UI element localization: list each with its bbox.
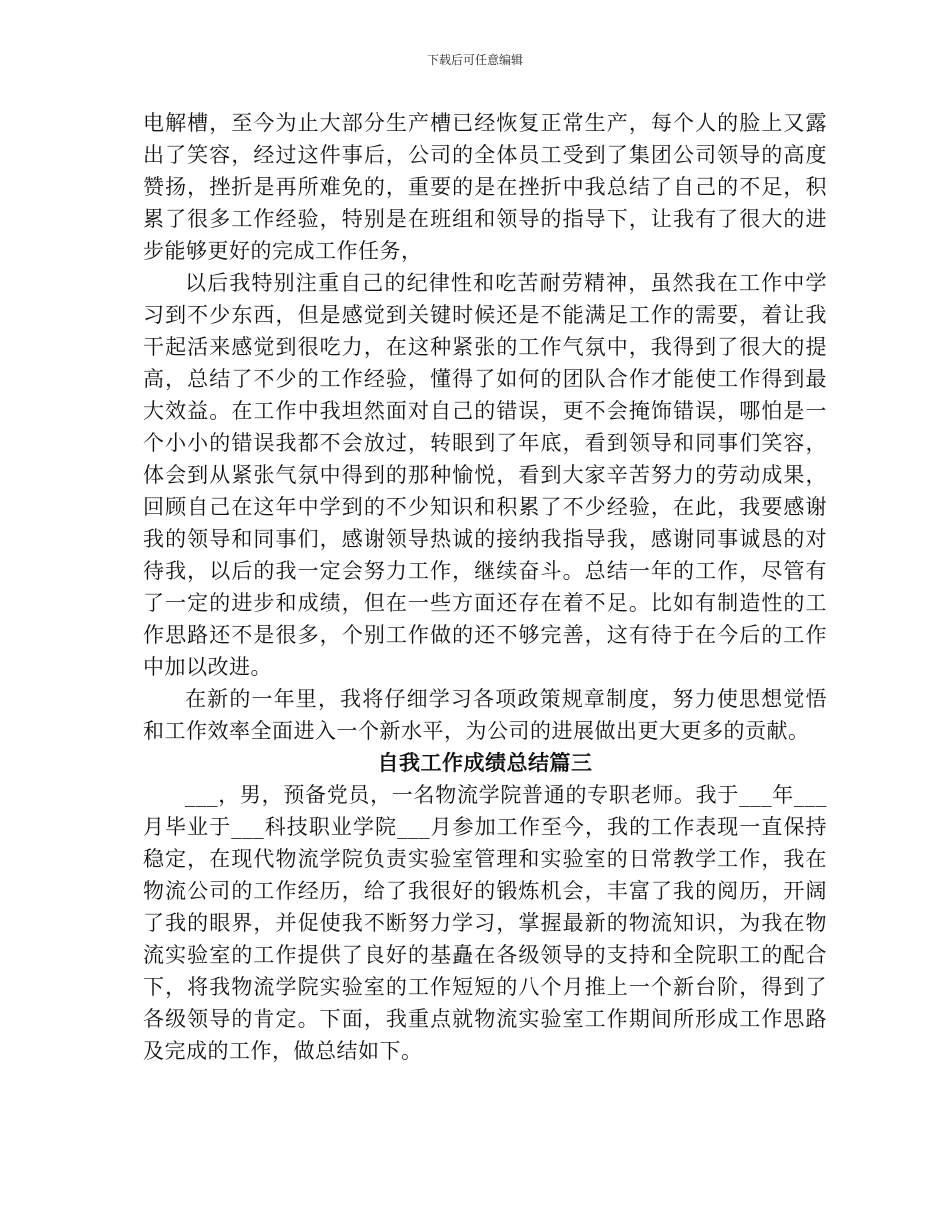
paragraph-4: ___，男，预备党员，一名物流学院普通的专职老师。我于___年___月毕业于___科技职业学院___月参加工作至今，我的工作表现一直保持稳定，在现代物流学院负责实验室管理和实验室的日常教学工作，我在物流公司的工作经历，给了我很好的锻炼机会，丰富了我的阅历，开阔了我的眼界，并促使我不断努力学习，掌握最新的物流知识，为我在物流实验室的工作提供了良好的基矗在各级领导的支持和全院职工的配合下，将我物流学院实验室的工作短短的八个月推上一个新台阶，得到了各级领导的肯定。下面，我重点就物流实验室工作期间所形成工作思路及完成的工作，做总结如下。 — [143, 783, 827, 1063]
paragraph-1: 电解槽，至今为止大部分生产槽已经恢复正常生产，每个人的脸上又露出了笑容，经过这件事后，公司的全体员工受到了集团公司领导的高度赞扬，挫折是再所难免的，重要的是在挫折中我总结了自己的不足，积累了很多工作经验，特别是在班组和领导的指导下，让我有了很大的进步能够更好的完成工作任务， — [143, 111, 827, 263]
section-heading: 自我工作成绩总结篇三 — [377, 750, 593, 775]
page-header: 下载后可任意编辑 — [426, 53, 523, 67]
paragraph-3: 在新的一年里，我将仔细学习各项政策规章制度，努力使思想觉悟和工作效率全面进入一个新水平，为公司的进展做出更大更多的贡献。 — [143, 687, 827, 743]
paragraph-2: 以后我特别注重自己的纪律性和吃苦耐劳精神，虽然我在工作中学习到不少东西，但是感觉到关键时候还是不能满足工作的需要，着让我干起活来感觉到很吃力，在这种紧张的工作气氛中，我得到了很大的提高，总结了不少的工作经验，懂得了如何的团队合作才能使工作得到最大效益。在工作中我坦然面对自己的错误，更不会掩饰错误，哪怕是一个小小的错误我都不会放过，转眼到了年底，看到领导和同事们笑容，体会到从紧张气氛中得到的那种愉悦，看到大家辛苦努力的劳动成果，回顾自己在这年中学到的不少知识和积累了不少经验，在此，我要感谢我的领导和同事们，感谢领导热诚的接纳我指导我，感谢同事诚恳的对待我，以后的我一定会努力工作，继续奋斗。总结一年的工作，尽管有了一定的进步和成绩，但在一些方面还存在着不足。比如有制造性的工作思路还不是很多，个别工作做的还不够完善，这有待于在今后的工作中加以改进。 — [143, 271, 827, 679]
document-body — [143, 107, 827, 1067]
